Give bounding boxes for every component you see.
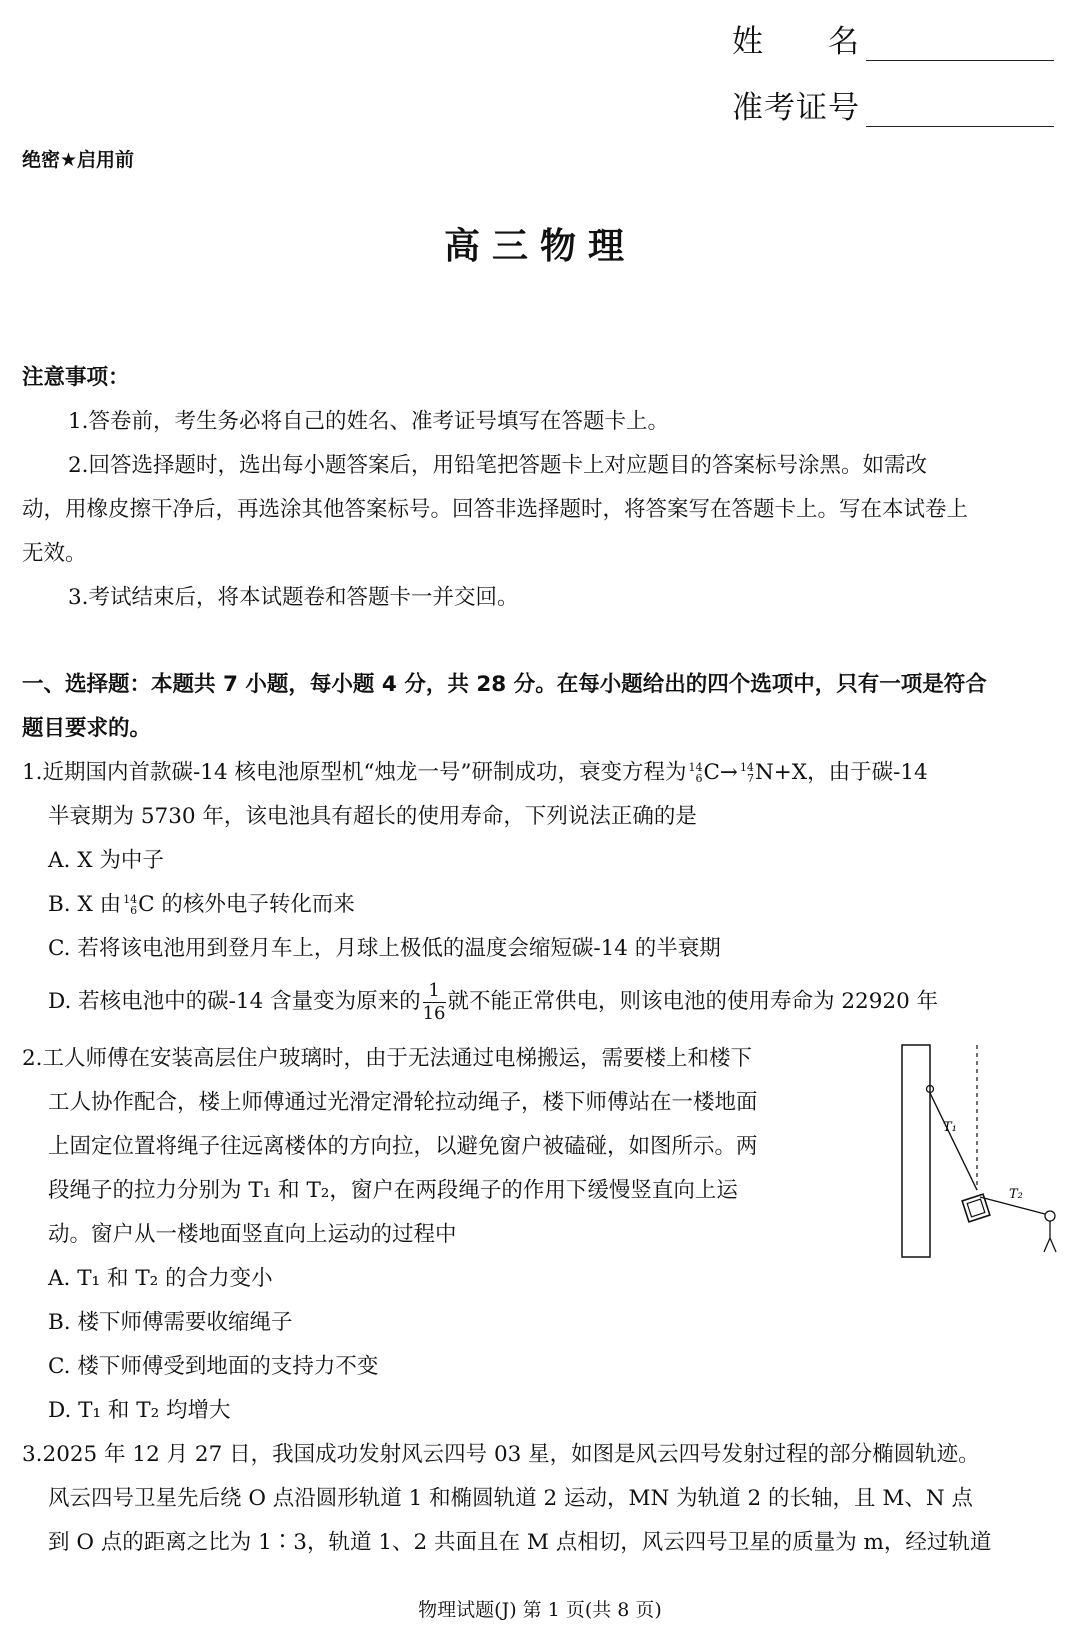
exam-id-field xyxy=(732,82,1054,127)
pulley-window-figure xyxy=(895,1040,1065,1260)
section-1-heading-line-1: 一、选择题：本题共 7 小题，每小题 4 分，共 28 分。在每小题给出的四个选项中，只有一项是符合 xyxy=(22,672,987,697)
q1-option-a: A. X 为中子 xyxy=(48,848,164,873)
label-t2: T₂ xyxy=(1009,1187,1023,1202)
name-field xyxy=(732,16,1054,61)
building-wall xyxy=(902,1045,930,1257)
notice-heading: 注意事项： xyxy=(22,365,130,390)
worker-icon xyxy=(1045,1211,1055,1221)
q1-option-b-text-a: B. X 由 xyxy=(48,892,122,917)
q1-option-c: C. 若将该电池用到登月车上，月球上极低的温度会缩短碳-14 的半衰期 xyxy=(48,936,721,961)
nitrogen-mass-number: 14 xyxy=(739,761,754,774)
page-footer: 物理试题(J) 第 1 页(共 8 页) xyxy=(418,1599,662,1621)
name-label: 姓 名 xyxy=(732,24,860,60)
section-1-heading-line-2: 题目要求的。 xyxy=(22,716,152,741)
q3-line-2: 风云四号卫星先后绕 O 点沿圆形轨道 1 和椭圆轨道 2 运动，MN 为轨道 2 的长轴，且 M、N 点 xyxy=(48,1486,973,1511)
q1-line-1 xyxy=(22,751,928,795)
exam-id-label: 准考证号 xyxy=(732,90,860,126)
carbon-nuclide-numbers-b xyxy=(123,894,137,916)
notice-item-2-line-1: 2.回答选择题时，选出每小题答案后，用铅笔把答题卡上对应题目的答案标号涂黑。如需改 xyxy=(68,453,928,478)
carbon-mass-number: 14 xyxy=(688,761,703,774)
fraction-numerator: 1 xyxy=(423,982,446,1003)
q2-option-a: A. T₁ 和 T₂ 的合力变小 xyxy=(48,1266,273,1291)
q2-option-d: D. T₁ 和 T₂ 均增大 xyxy=(48,1398,231,1423)
nitrogen-nuclide-numbers xyxy=(740,762,754,784)
q3-line-3: 到 O 点的距离之比为 1∶3，轨道 1、2 共面且在 M 点相切，风云四号卫星的质量为 m，经过轨道 xyxy=(48,1530,992,1555)
q2-option-b: B. 楼下师傅需要收缩绳子 xyxy=(48,1310,293,1335)
carbon-symbol: C xyxy=(703,760,720,785)
q1-option-d xyxy=(48,980,938,1024)
q2-option-c: C. 楼下师傅受到地面的支持力不变 xyxy=(48,1354,379,1379)
q3-line-1: 3.2025 年 12 月 27 日，我国成功发射风云四号 03 星，如图是风云四号发射过程的部分椭圆轨迹。 xyxy=(22,1442,980,1467)
q1-text-a: 1.近期国内首款碳-14 核电池原型机“烛龙一号”研制成功，衰变方程为 xyxy=(22,760,687,785)
q2-line-2: 工人协作配合，楼上师傅通过光滑定滑轮拉动绳子，楼下师傅站在一楼地面 xyxy=(48,1090,758,1115)
notice-item-3: 3.考试结束后，将本试题卷和答题卡一并交回。 xyxy=(68,585,519,610)
q2-line-3: 上固定位置将绳子往远离楼体的方向拉，以避免窗户被磕碰，如图所示。两 xyxy=(48,1134,758,1159)
decay-arrow: → xyxy=(719,760,738,785)
nitrogen-atomic-number: 7 xyxy=(746,772,754,785)
q1-option-d-text-b: 就不能正常供电，则该电池的使用寿命为 22920 年 xyxy=(447,989,939,1014)
q1-option-d-text-a: D. 若核电池中的碳-14 含量变为原来的 xyxy=(48,989,421,1014)
q2-line-4: 段绳子的拉力分别为 T₁ 和 T₂，窗户在两段绳子的作用下缓慢竖直向上运 xyxy=(48,1178,738,1203)
q1-text-b: N+X，由于碳-14 xyxy=(754,760,928,785)
carbon-nuclide-numbers xyxy=(688,762,702,784)
exam-id-underline xyxy=(866,98,1054,127)
q2-line-1: 2.工人师傅在安装高层住户玻璃时，由于无法通过电梯搬运，需要楼上和楼下 xyxy=(22,1046,753,1071)
name-underline xyxy=(866,32,1054,61)
secret-label: 绝密★启用前 xyxy=(22,149,135,171)
label-t1: T₁ xyxy=(943,1120,957,1135)
rope-t1 xyxy=(930,1093,977,1190)
notice-item-2-line-2: 动，用橡皮擦干净后，再选涂其他答案标号。回答非选择题时，将答案写在答题卡上。写在本试卷上 xyxy=(22,497,969,522)
page-title: 高三物理 xyxy=(443,226,636,267)
carbon-atomic-number: 6 xyxy=(695,772,703,785)
q1-option-b xyxy=(48,883,355,927)
fraction-denominator: 16 xyxy=(422,1002,446,1024)
q1-option-b-text-b: C 的核外电子转化而来 xyxy=(138,892,355,917)
notice-item-2-line-3: 无效。 xyxy=(22,541,87,566)
q1-line-2: 半衰期为 5730 年，该电池具有超长的使用寿命，下列说法正确的是 xyxy=(48,804,697,829)
fraction-one-sixteenth xyxy=(422,979,446,1024)
carbon-mass-number-b: 14 xyxy=(123,893,138,906)
notice-item-1: 1.答卷前，考生务必将自己的姓名、准考证号填写在答题卡上。 xyxy=(68,409,670,434)
q2-line-5: 动。窗户从一楼地面竖直向上运动的过程中 xyxy=(48,1222,457,1247)
carbon-atomic-number-b: 6 xyxy=(130,904,138,917)
